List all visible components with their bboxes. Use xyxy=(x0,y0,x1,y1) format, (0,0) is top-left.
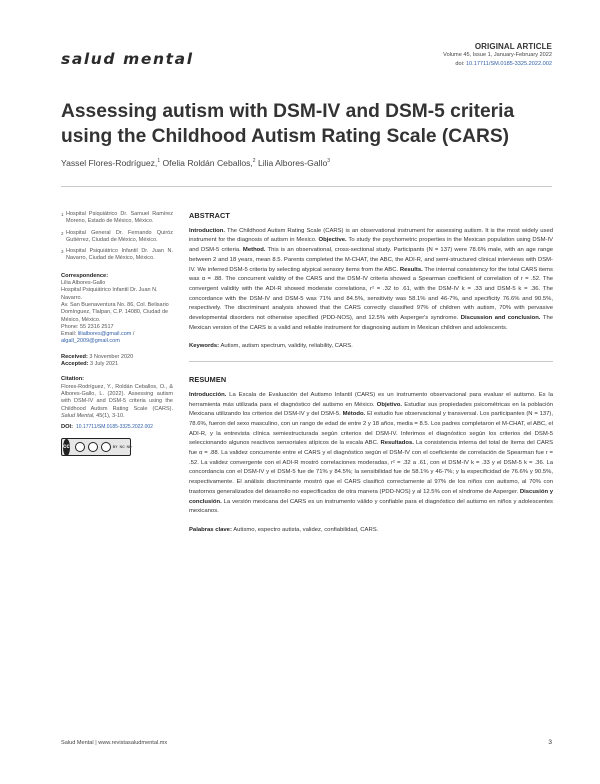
abstract-discussion-label: Discussion and conclusion. xyxy=(460,315,541,322)
cc-nc-label: NC xyxy=(119,444,125,449)
nd-icon xyxy=(101,442,111,452)
citation-text xyxy=(61,384,173,420)
abstract-objective: To study the psychometric properties in the Mexican population using DSM-IV and DSM-5 criteria. xyxy=(189,237,554,254)
palabras-label: Palabras clave: xyxy=(189,526,232,533)
affiliation-number: 2 xyxy=(61,230,64,236)
sidebar-doi xyxy=(61,424,173,431)
resumen-intro-label: Introducción. xyxy=(189,391,227,398)
article-header-meta xyxy=(443,42,552,69)
email-label: Email: xyxy=(61,331,77,338)
abstract-intro: The Childhood Autism Rating Scale (CARS) is an observational instrument for assessing autism. It is the most widely used instrument for the diagnosis of autism in Mexico. xyxy=(189,227,553,244)
article-title xyxy=(61,99,561,149)
title-line-1: Assessing autism with DSM-IV and DSM-5 criteria xyxy=(61,101,515,122)
author-sup: 1 xyxy=(157,158,161,165)
correspondence-line: Lilia Albores-Gallo xyxy=(61,280,106,287)
email-line xyxy=(61,331,173,346)
keywords-text: Autism, autism spectrum, validity, reliability, CARS. xyxy=(220,343,353,350)
citation-journal: Salud Mental, xyxy=(61,412,95,419)
affiliation-number: 3 xyxy=(61,249,64,255)
author-name: Lilia Albores-Gallo xyxy=(257,158,328,168)
abstract-results-label: Results. xyxy=(399,266,423,273)
affiliation xyxy=(61,230,173,245)
citation-text-a: Flores-Rodríguez, Y., Roldán Ceballos, O., & Albores-Gallo, L. (2022). Assessing autism with DSM-IV and DSM-5 criteria using the Childhood Autism Rating Scale (CARS). xyxy=(61,383,173,412)
cc-terms xyxy=(75,442,111,452)
accepted-line xyxy=(61,361,173,368)
received-date: 3 November 2020 xyxy=(89,353,134,360)
correspondence-label: Correspondence: xyxy=(61,272,109,279)
affiliation xyxy=(61,248,173,263)
abstract-body xyxy=(189,227,553,334)
accepted-date: 3 July 2021 xyxy=(90,361,119,368)
doi-prefix: doi: xyxy=(455,61,465,67)
resumen-method-label: Método. xyxy=(342,411,366,418)
affiliation-text: Hospital Psiquiátrico Dr. Samuel Ramírez Moreno, Estado de México, México. xyxy=(66,211,173,225)
cc-icon: cc xyxy=(63,439,70,456)
cc-term-labels xyxy=(113,444,132,451)
abstract-objective-label: Objective. xyxy=(318,237,347,244)
sidebar-doi-label: DOI: xyxy=(61,424,74,431)
citation-label: Citation: xyxy=(61,376,85,383)
affiliation-number: 1 xyxy=(61,212,64,217)
author-sup: 3 xyxy=(327,158,331,165)
affiliation-text: Hospital Psiquiátrico Infantil Dr. Juan N. Navarro, Ciudad de México, México. xyxy=(66,248,173,262)
sidebar-metadata xyxy=(61,211,173,456)
cc-license-badge[interactable] xyxy=(61,438,131,456)
correspondence-line: Av. San Buenaventura No. 86, Col. Belisario Domínguez, Tlalpan, C.P. 14080, Ciudad de México, México. xyxy=(61,301,169,323)
email-link-1[interactable]: lilialbores@gmail.com xyxy=(77,331,132,338)
keywords-label: Keywords: xyxy=(189,343,220,350)
cc-nd-label: ND xyxy=(126,444,132,449)
section-divider xyxy=(189,361,553,362)
resumen-heading: RESUMEN xyxy=(189,375,227,385)
dates-block xyxy=(61,354,173,369)
header-divider xyxy=(61,186,552,187)
resumen-objective: Estudiar sus propiedades psicométricas en la población Mexicana utilizando los criterios del DSM-IV y del DSM-5. xyxy=(189,401,554,418)
resumen-objective-label: Objetivo. xyxy=(376,401,402,408)
email-separator: / xyxy=(132,331,135,338)
resumen-intro: La Escala de Evaluación del Autismo Infantil (CARS) es un instrumento observacional para evaluar el autismo. Es la herramienta más utilizada para el diagnóstico del autismo en México. xyxy=(189,391,553,408)
palabras-clave xyxy=(189,526,553,536)
article-type: ORIGINAL ARTICLE xyxy=(474,42,552,51)
email-link-2[interactable]: algall_2009@gmail.com xyxy=(61,338,120,345)
author-list xyxy=(61,158,561,168)
abstract-method: This is an observational, cross-sectional study. Participants (N = 137) were 78.6% male, with an age range between 2 and 18 years, mean 8.5. Parents completed the M-CHAT, the ABC, the ADI-R, and semi-structured clinical interviews with DSM-IV. We inferred DSM-5 criteria by selecting atypical sensory items from the ABC. xyxy=(189,247,554,273)
resumen-method: El estudio fue observacional y transversal. Los participantes (N = 137), 78.6%, fueron del sexo masculino, con un rango de edad de entre 2 y 18 años, media = 8.5. Los padres completaron el M-CHAT, el ABC, el ADI-R, y la entrevista clínica semiestructurada según criterios del DSM-IV. Inferimos el diagnóstico según los criterios del DSM-5 seleccionando algunos reactivos sensoriales atípicos de la escala ABC. xyxy=(189,411,554,447)
cc-by-label: BY xyxy=(112,444,118,449)
abstract-intro-label: Introduction. xyxy=(189,227,225,234)
journal-logo: salud mental xyxy=(61,50,194,68)
citation-text-b: 45(1), 3-10. xyxy=(96,412,125,419)
sidebar-doi-link[interactable]: 10.17711/SM.0185-3325.2022.002 xyxy=(76,424,153,431)
palabras-text: Autismo, espectro autista, validez, confiabilidad, CARS. xyxy=(233,526,379,533)
correspondence-line: Hospital Psiquiátrico Infantil Dr. Juan N. Navarro. xyxy=(61,287,158,301)
header-doi xyxy=(443,60,552,69)
resumen-discussion: La versión mexicana del CARS es un instrumento válido y confiable para el diagnóstico del autismo en niños y adolescentes mexicanos. xyxy=(189,498,554,515)
title-line-2: using the Childhood Autism Rating Scale (CARS) xyxy=(61,126,510,147)
abstract-heading: ABSTRACT xyxy=(189,211,230,220)
resumen-results: La consistencia interna del total de ítems del CARS fue α = .88. La validez concurrente entre el CARS y el diagnóstico según el DSM-IV con el coeficiente de correlación de Spearman fue r = .52. La validez convergente con el ADI-R mostró correlaciones moderadas, r² = .32 a .61, con el DSM-IV k = .33 y el DSM-5 k = .36. La concordancia con el DSM-IV y el DSM-5 fue de 71% y 84.5%; la sensibilidad fue de 58.1% y 46-7%; y la especificidad de 76.6% y 90.5%, respectivamente. El análisis discriminante mostró que el CARS clasificó correctamente al 97% de los niños con autismo, al 70% con trastornos generalizados del desarrollo no especificados de otra manera (PDD-NOS) y al 12.5% con el síndrome de Asperger. xyxy=(189,440,553,495)
correspondence-line: Phone: 55 2316 2517 xyxy=(61,323,114,330)
author-name: Ofelia Roldán Ceballos, xyxy=(162,158,253,168)
citation-block xyxy=(61,376,173,420)
header-doi-link[interactable]: 10.17711/SM.0185-3325.2022.002 xyxy=(465,61,552,67)
page-number: 3 xyxy=(548,739,552,746)
main-content xyxy=(189,211,553,536)
abstract-method-label: Method. xyxy=(242,247,266,254)
author-name: Yassel Flores-Rodríguez, xyxy=(61,158,158,168)
abstract-discussion: The Mexican version of the CARS is a valid and reliable instrument for diagnosing autism in Mexican children and adolescents. xyxy=(189,315,554,331)
affiliation-text: Hospital General Dr. Fernando Quiróz Gutiérrez, Ciudad de México, México. xyxy=(66,229,173,243)
keywords xyxy=(189,342,553,352)
received-line xyxy=(61,354,173,361)
nc-icon xyxy=(88,442,98,452)
received-label: Received: xyxy=(61,353,88,360)
resumen-discussion-label: Discusión y conclusión. xyxy=(189,488,553,505)
footer-journal: Salud Mental | www.revistasaludmental.mx xyxy=(61,740,168,746)
resumen-results-label: Resultados. xyxy=(380,440,414,447)
resumen-body xyxy=(189,391,553,517)
abstract-results: The internal consistency for the total CARS items was α = .88. The concurrent validity of the CARS and the DSM-IV criteria showed a Spearman coefficient of correlation of r = .52. The convergent validity with the ADI-R showed moderate correlations, r² = .32 to .61, with the DSM-IV k = .33 and DSM-5 k = .36. The concordance with the DSM-IV and DSM-5 was 71% and 84.5%, sensitivity was 58.1% and 46-7%, and specificity 76.6% and 90.5%, respectively. The discriminant analysis showed that the CARS correctly classified 97% of children with autism, 70% with pervasive developmental disorders not otherwise specified (PDD-NOS), and 12.5% with Asperger's syndrome. xyxy=(189,266,554,322)
volume-issue: Volume 45, Issue 1, January-February 2022 xyxy=(443,52,552,58)
by-icon xyxy=(75,442,85,452)
author-sup: 2 xyxy=(252,158,256,165)
accepted-label: Accepted: xyxy=(61,361,89,368)
affiliation xyxy=(61,211,173,226)
correspondence-block xyxy=(61,273,173,346)
